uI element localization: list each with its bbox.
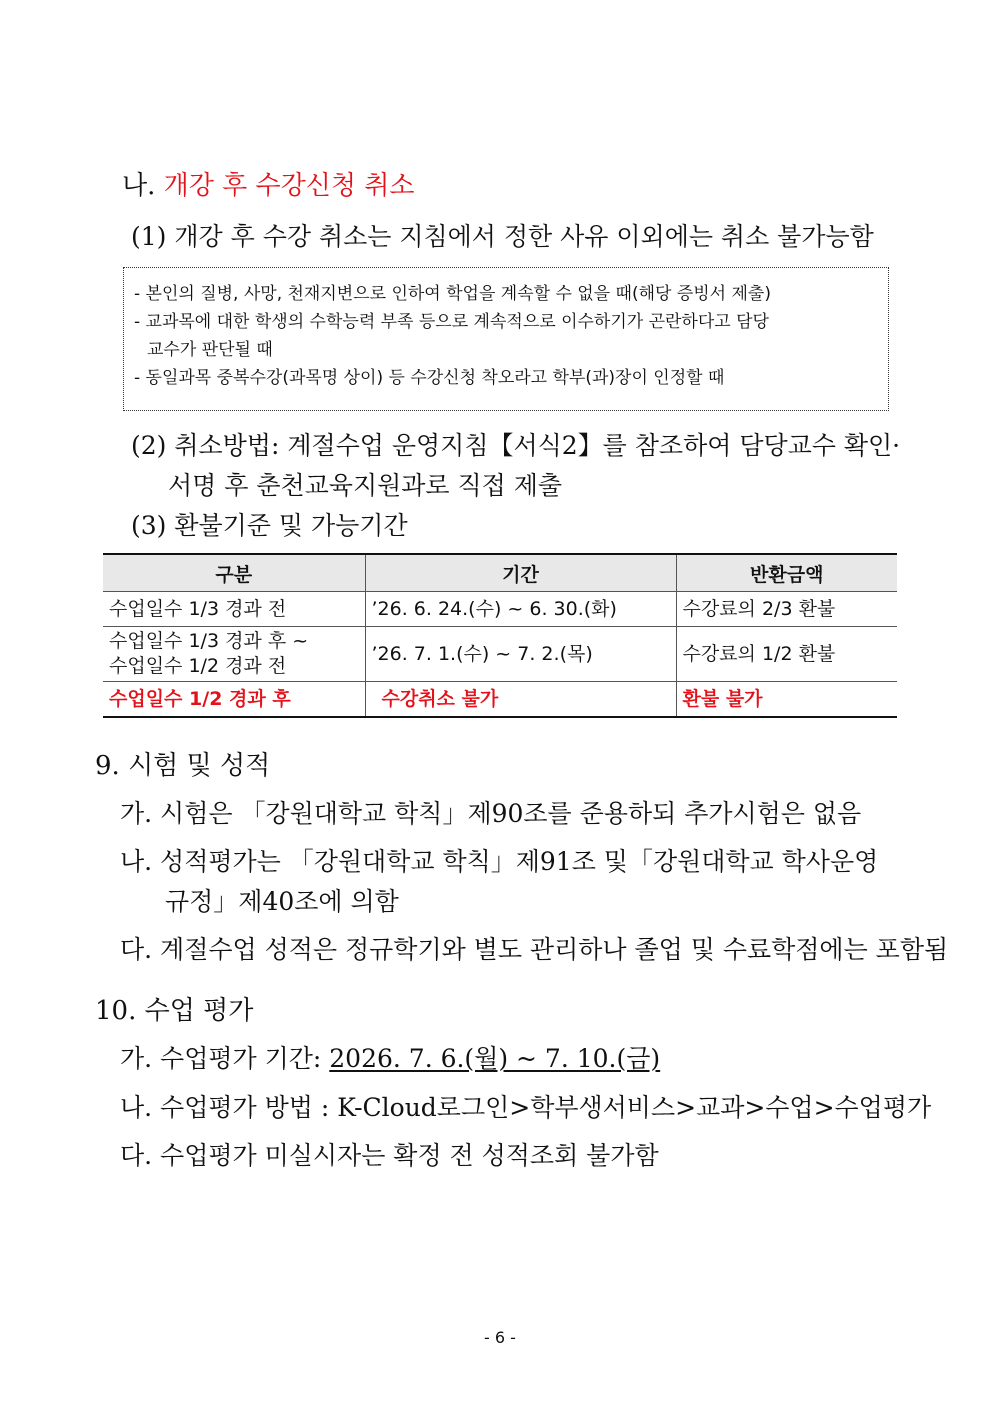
cell-category-line-1: 수업일수 1/3 경과 후 ~ [109, 630, 309, 652]
item-2-line-2: 서명 후 춘천교육지원과로 직접 제출 [168, 471, 563, 500]
item-2-line-1: (2) 취소방법: 계절수업 운영지침【서식2】를 참조하여 담당교수 확인· [131, 431, 901, 460]
cell-category [103, 627, 365, 682]
cell-refund: 환불 불가 [676, 682, 897, 718]
table-header-row [103, 554, 897, 592]
cell-refund: 수강료의 2/3 환불 [676, 592, 897, 627]
header-category: 구분 [103, 554, 365, 592]
section-10-da: 다. 수업평가 미실시자는 확정 전 성적조회 불가함 [120, 1141, 659, 1170]
cell-category: 수업일수 1/2 경과 후 [103, 682, 365, 718]
section-9-na-line-2: 규정」제40조에 의함 [165, 887, 399, 916]
header-period: 기간 [365, 554, 676, 592]
cell-period: ’26. 7. 1.(수) ~ 7. 2.(목) [365, 627, 676, 682]
reason-line-1: - 본인의 질병, 사망, 천재지변으로 인하여 학업을 계속할 수 없을 때(해당 증빙서 제출) [134, 284, 771, 304]
page-number: - 6 - [484, 1328, 516, 1347]
section-10-ga [120, 1043, 660, 1075]
cell-refund: 수강료의 1/2 환불 [676, 627, 897, 682]
header-refund-amount: 반환금액 [676, 554, 897, 592]
table-row [103, 682, 897, 718]
section-9-ga: 가. 시험은 「강원대학교 학칙」제90조를 준용하되 추가시험은 없음 [120, 799, 862, 828]
reason-line-3: - 동일과목 중복수강(과목명 상이) 등 수강신청 착오라고 학부(과)장이 인정할 때 [134, 368, 725, 388]
cell-period: ’26. 6. 24.(수) ~ 6. 30.(화) [365, 592, 676, 627]
evaluation-period: 2026. 7. 6.(월) ~ 7. 10.(금) [329, 1044, 661, 1073]
cancel-reasons-box [123, 267, 889, 411]
refund-table [103, 553, 897, 718]
section-9-na-line-1: 나. 성적평가는 「강원대학교 학칙」제91조 및「강원대학교 학사운영 [120, 847, 879, 876]
cell-category-line-2: 수업일수 1/2 경과 전 [109, 655, 287, 677]
cell-category: 수업일수 1/3 경과 전 [103, 592, 365, 627]
section-na-title: 개강 후 수강신청 취소 [163, 171, 415, 201]
cell-period: 수강취소 불가 [365, 682, 676, 718]
section-10-title: 10. 수업 평가 [95, 996, 254, 1026]
section-9-da: 다. 계절수업 성적은 정규학기와 별도 관리하나 졸업 및 수료학점에는 포함됨 [120, 935, 949, 964]
section-10-ga-prefix: 가. 수업평가 기간: [120, 1044, 330, 1073]
reason-line-2: - 교과목에 대한 학생의 수학능력 부족 등으로 계속적으로 이수하기가 곤란하다고 담당 [134, 312, 769, 332]
section-na-heading [122, 170, 415, 202]
section-na-prefix: 나. [122, 171, 156, 201]
item-3-text: (3) 환불기준 및 가능기간 [131, 511, 408, 540]
table-row [103, 592, 897, 627]
section-9-title: 9. 시험 및 성적 [95, 751, 271, 781]
section-10-na: 나. 수업평가 방법 : K-Cloud로그인>학부생서비스>교과>수업>수업평가 [120, 1093, 932, 1122]
table-row [103, 627, 897, 682]
reason-line-2-cont: 교수가 판단될 때 [147, 340, 273, 360]
item-1-text: (1) 개강 후 수강 취소는 지침에서 정한 사유 이외에는 취소 불가능함 [131, 222, 874, 251]
